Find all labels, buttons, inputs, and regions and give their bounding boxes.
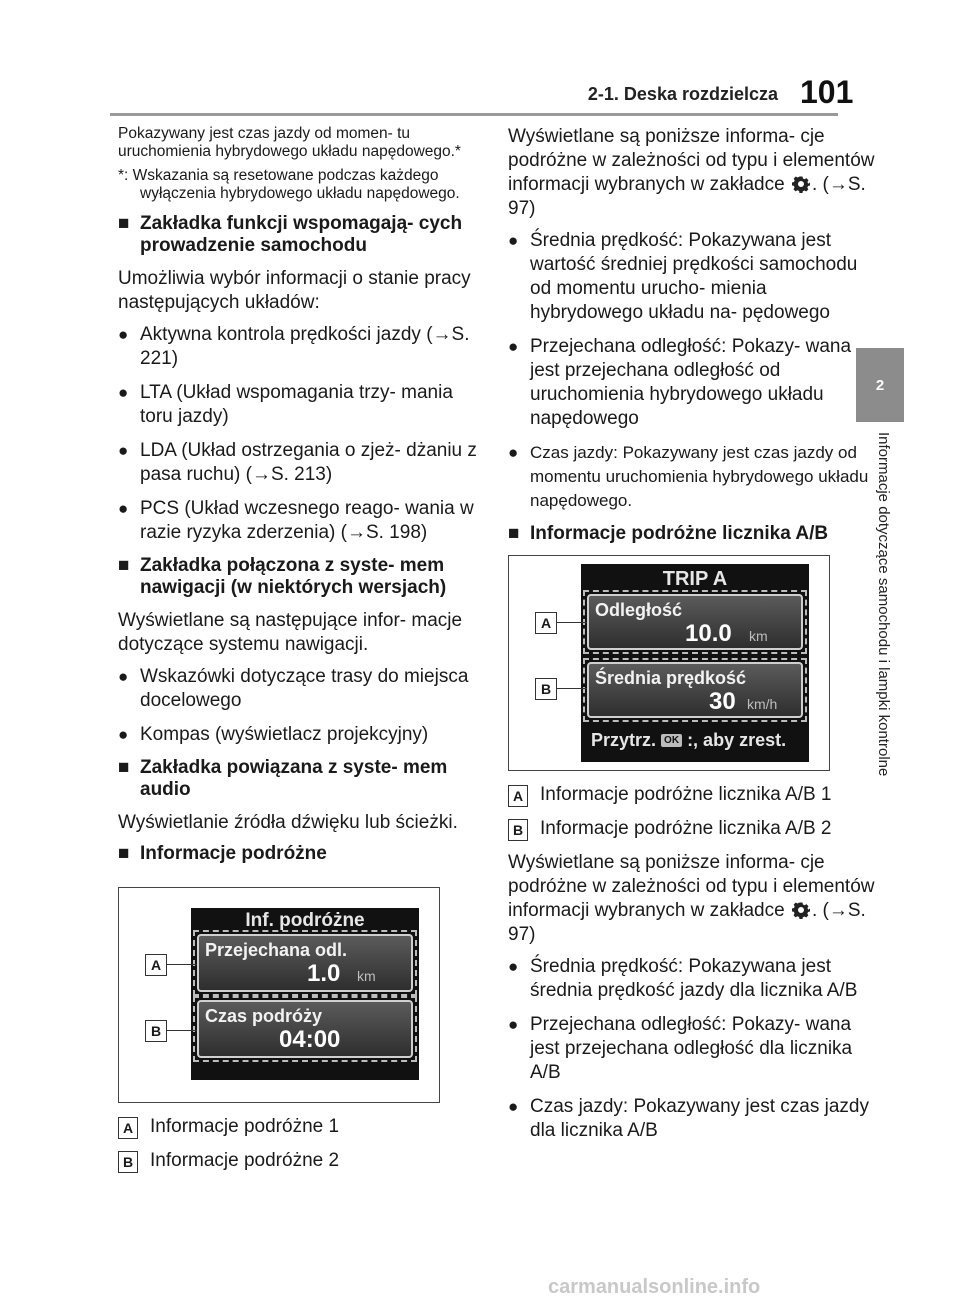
heading-navigation-tab: ■ Zakładka połączona z syste- mem nawigacji (w niektórych wersjach) [118,555,447,598]
panel-a-unit: km [357,968,376,984]
heading-audio-tab: ■ Zakładka powiązana z syste- mem audio [118,757,448,800]
list-item: ● Średnia prędkość: Pokazywana jest wartość średniej prędkości samochodu od momentu urucho- mienia hybrydowego układu na- pędowego [508,230,858,323]
screen-title: TRIP A [662,568,728,590]
heading-trip-info: ■ Informacje podróżne [118,843,327,864]
callout-b: B [535,678,557,700]
round-bullet-icon: ● [118,383,129,402]
paragraph: Wyświetlanie źródła dźwięku lub ścieżki. [118,812,458,833]
panel-b-unit: km/h [747,696,778,712]
round-bullet-icon: ● [118,325,129,344]
square-bullet-icon: ■ [118,213,130,234]
callout-a: A [535,612,557,634]
leader-line-a [557,622,587,623]
round-bullet-icon: ● [118,499,129,518]
reset-hint: Przytrz. OK :, aby zrest. [591,730,787,750]
panel-a-value: 10.0 [685,620,732,647]
screen-title: Inf. podróżne [245,910,365,931]
panel-a [587,594,803,650]
panel-b-value: 30 [709,688,736,715]
figure-legend-b: B Informacje podróżne 2 [118,1149,488,1173]
list-item: ● Kompas (wyświetlacz projekcyjny) [118,724,429,745]
heading-trip-ab: ■ Informacje podróżne licznika A/B [508,523,829,544]
gear-icon [792,175,810,193]
left-column [118,125,488,1183]
round-bullet-icon: ● [118,441,129,460]
header-rule [110,113,838,116]
footnote: *: Wskazania są resetowane podczas każdego wyłączenia hybrydowego układu napędowego. [118,167,460,202]
list-item: ● PCS (Układ wczesnego reago- wania w razie ryzyka zderzenia) (→S. 198) [118,498,474,543]
leader-line-b [167,1030,197,1031]
panel-a-label: Odległość [595,600,683,620]
square-bullet-icon: ■ [118,757,130,778]
panel-b-value: 04:00 [279,1026,341,1053]
square-bullet-icon: ■ [508,523,520,544]
ok-button-icon: OK [661,734,682,747]
panel-a-unit: km [749,628,768,644]
list-item: ● Przejechana odległość: Pokazy- wana jest przejechana odległość od uruchomienia hybrydowego układu napędowego [508,336,852,429]
panel-a [197,934,413,992]
trip-ab-figure [508,555,830,771]
panel-a-label: Przejechana odl. [205,940,348,960]
round-bullet-icon: ● [508,1015,519,1034]
round-bullet-icon: ● [508,1097,519,1116]
paragraph: Wyświetlane są następujące infor- macje dotyczące systemu nawigacji. [118,610,463,655]
round-bullet-icon: ● [508,443,519,462]
round-bullet-icon: ● [508,337,519,356]
square-bullet-icon: ■ [118,555,130,576]
watermark: carmanualsonline.info [548,1276,761,1298]
gear-icon [792,901,810,919]
figure-legend-a: A Informacje podróżne 1 [118,1115,488,1139]
list-item: ● Czas jazdy: Pokazywany jest czas jazdy od momentu uruchomienia hybrydowego układu napędowego. [508,441,878,513]
callout-b: B [145,1020,167,1042]
list-item: ● LDA (Układ ostrzegania o zjeż- dżaniu z pasa ruchu) (→S. 213) [118,440,477,485]
heading-assist-tab: ■ Zakładka funkcji wspomagają- cych prowadzenie samochodu [118,213,463,256]
panel-b-label: Czas podróży [205,1006,323,1026]
paragraph: Wyświetlane są poniższe informa- cje podróżne w zależności od typu i elementów informacji wybranych w zakładce . (→S. 97) [508,126,875,219]
display-screen [581,564,809,762]
panel-b-label: Średnia prędkość [595,668,747,688]
display-screen [191,908,419,1080]
round-bullet-icon: ● [118,725,129,744]
leader-line-a [167,964,197,965]
list-item: ● Czas jazdy: Pokazywany jest czas jazdy dla licznika A/B [508,1096,869,1141]
list-item: ● Wskazówki dotyczące trasy do miejsca docelowego [118,666,469,711]
list-item: ● Średnia prędkość: Pokazywana jest średnia prędkość jazdy dla licznika A/B [508,956,858,1001]
figure-legend-a: A Informacje podróżne licznika A/B 1 [508,783,878,807]
section-title: 2-1. Deska rozdzielcza [587,84,778,104]
panel-a-value: 1.0 [307,960,341,987]
list-item: ● LTA (Układ wspomagania trzy- mania toru jazdy) [118,382,453,427]
page-number: 101 [800,74,854,110]
panel-b [587,662,803,718]
figure-legend-b: B Informacje podróżne licznika A/B 2 [508,817,878,841]
leader-line-b [557,688,587,689]
intro-text: Pokazywany jest czas jazdy od momen- tu uruchomienia hybrydowego układu napędowego.* [118,125,461,160]
paragraph: Umożliwia wybór informacji o stanie pracy następujących układów: [118,268,471,313]
square-bullet-icon: ■ [118,843,130,864]
list-item: ● Aktywna kontrola prędkości jazdy (→S. 221) [118,324,470,369]
right-column [508,125,878,1153]
chapter-title: Informacje dotyczące samochodu i lampki kontrolne [875,432,892,777]
list-item: ● Przejechana odległość: Pokazy- wana jest przejechana odległość dla licznika A/B [508,1014,853,1083]
panel-b [197,1000,413,1058]
round-bullet-icon: ● [508,231,519,250]
chapter-tab: 2 [856,348,904,422]
paragraph: Wyświetlane są poniższe informa- cje podróżne w zależności od typu i elementów informacji wybranych w zakładce . (→S. 97) [508,852,875,945]
callout-a: A [145,954,167,976]
trip-info-figure [118,887,440,1103]
round-bullet-icon: ● [508,957,519,976]
round-bullet-icon: ● [118,667,129,686]
